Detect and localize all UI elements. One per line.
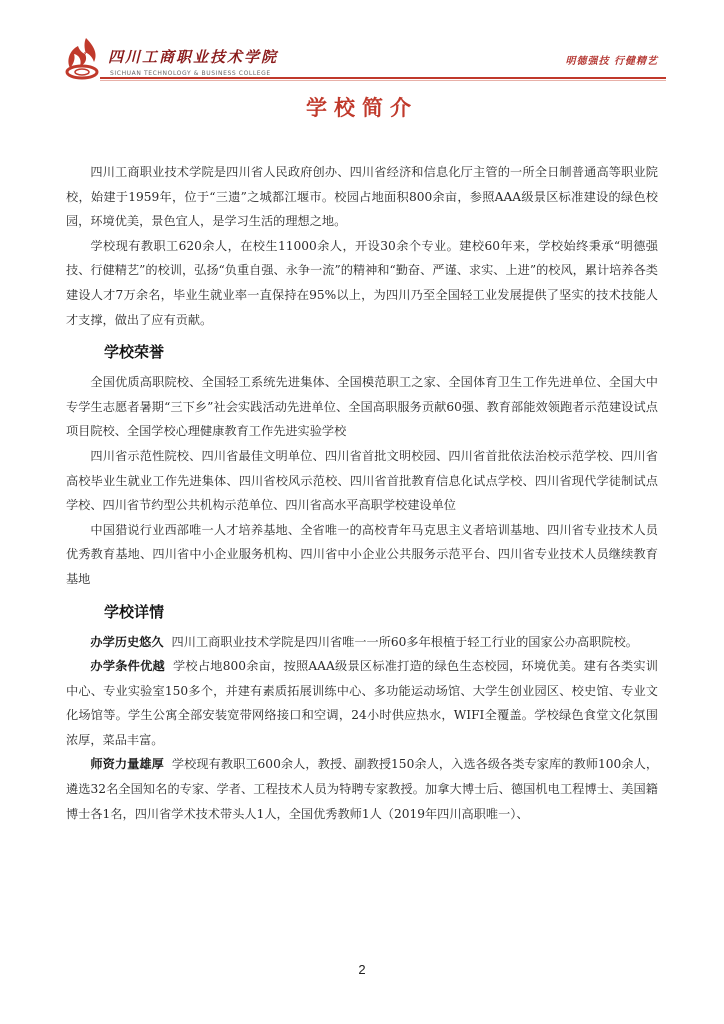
detail-faculty	[66, 752, 658, 826]
document-body	[66, 160, 658, 826]
school-motto: 明德强技 行健精艺	[565, 56, 658, 67]
detail-faculty-text: 学校现有教职工600余人，教授、副教授150余人，入选各级各类专家库的教师100余人，遴选32名全国知名的专家、学者、工程技术人员为特聘专家教授。加拿大博士后、德国机电工程博士、美国籍博士各1名，四川省学术技术带头人1人，全国优秀教师1人（2019年四川高职唯一）、	[66, 757, 659, 821]
detail-history-lead: 办学历史悠久	[90, 634, 164, 649]
page-number: 2	[358, 962, 366, 977]
header-divider	[100, 77, 666, 79]
detail-faculty-lead: 师资力量雄厚	[90, 757, 164, 772]
honors-heading: 学校荣誉	[104, 343, 165, 362]
intro-paragraph-2: 学校现有教职工620余人，在校生11000余人，开设30余个专业。建校60年来，学校始终秉承“明德强技、行健精艺”的校训，弘扬“负重自强、永争一流”的精神和“勤奋、严谨、求实、上进”的校风，累计培养各类建设人才7万余名，毕业生就业率一直保持在95%以上，为四川乃至全国轻工业发展提供了坚实的技术技能人才支撑，做出了应有贡献。	[66, 238, 658, 327]
college-flame-logo-icon	[64, 36, 104, 80]
college-english-name: SICHUAN TECHNOLOGY & BUSINESS COLLEGE	[110, 70, 271, 77]
detail-conditions	[66, 654, 658, 752]
detail-conditions-text: 学校占地800余亩，按照AAA级景区标准打造的绿色生态校园，环境优美。建有各类实训中心、专业实验室150多个，并建有素质拓展训练中心、多功能运动场馆、大学生创业园区、校史馆、专业文化场馆等。学生公寓全部安装宽带网络接口和空调，24小时供应热水，WIFI全覆盖。学校绿色食堂文化氛围浓厚，菜品丰富。	[66, 659, 658, 747]
college-name-logo: 四川工商职业技术学院	[108, 48, 279, 66]
honors-paragraph-provincial: 四川省示范性院校、四川省最佳文明单位、四川省首批文明校园、四川省首批依法治校示范学校、四川省高校毕业生就业工作先进集体、四川省校风示范校、四川省首批教育信息化试点学校、四川省现代学徒制试点学校、四川省节约型公共机构示范单位、四川省高水平高职学校建设单位	[66, 448, 658, 513]
page-title: 学校简介	[306, 96, 418, 120]
honors-paragraph-bases: 中国猎说行业西部唯一人才培养基地、全省唯一的高校青年马克思主义者培训基地、四川省专业技术人员优秀教育基地、四川省中小企业服务机构、四川省中小企业公共服务示范平台、四川省专业技术人员继续教育基地	[66, 522, 658, 586]
details-heading: 学校详情	[104, 602, 165, 621]
detail-history	[66, 630, 658, 655]
detail-conditions-lead: 办学条件优越	[90, 659, 165, 674]
detail-history-text: 四川工商职业技术学院是四川省唯一一所60多年根植于轻工行业的国家公办高职院校。	[171, 634, 638, 649]
intro-paragraph-1: 四川工商职业技术学院是四川省人民政府创办、四川省经济和信息化厅主管的一所全日制普通高等职业院校，始建于1959年，位于“三遗”之城都江堰市。校园占地面积800余亩，参照AAA级景区标准建设的绿色校园，环境优美，景色宜人，是学习生活的理想之地。	[66, 165, 658, 229]
page-header	[0, 0, 724, 84]
header-divider-thin	[100, 80, 666, 81]
honors-paragraph-national: 全国优质高职院校、全国轻工系统先进集体、全国模范职工之家、全国体育卫生工作先进单位、全国大中专学生志愿者暑期“三下乡”社会实践活动先进单位、全国高职服务贡献60强、教育部能效领跑者示范建设试点项目院校、全国学校心理健康教育工作先进实验学校	[66, 375, 658, 439]
